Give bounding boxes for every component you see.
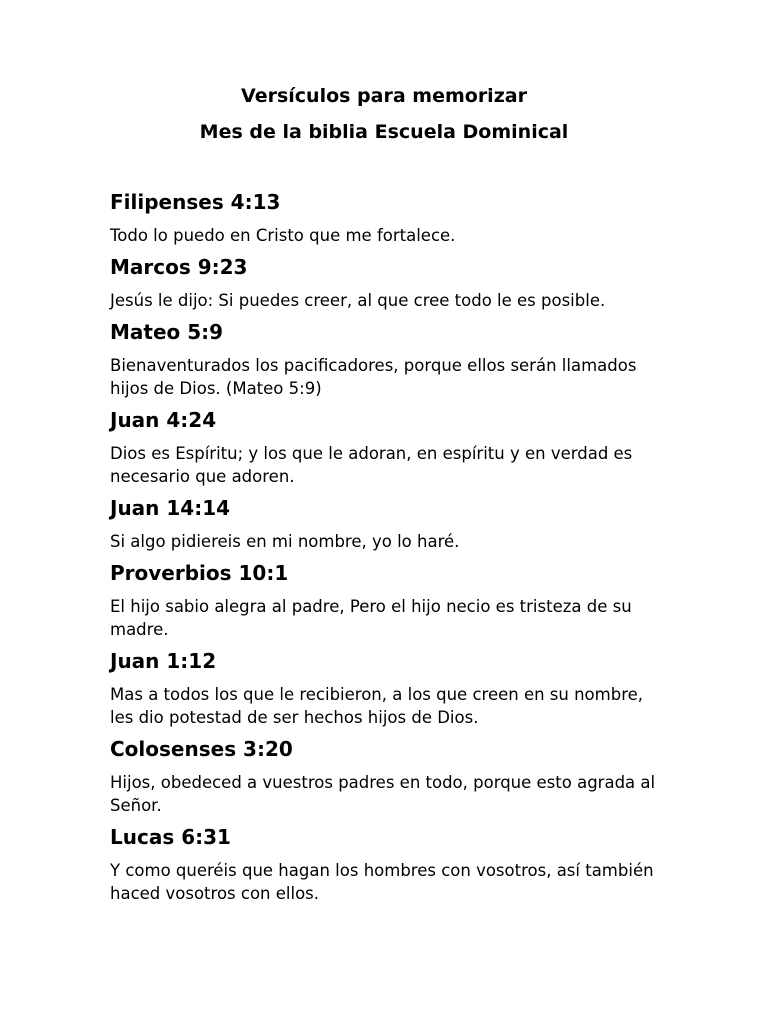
verse-text: Hijos, obedeced a vuestros padres en todo, porque esto agrada al Señor. xyxy=(110,773,656,815)
verse-text: Y como queréis que hagan los hombres con vosotros, así también haced vosotros con ellos. xyxy=(110,861,654,903)
verse-item xyxy=(110,255,658,312)
verse-item xyxy=(110,737,658,817)
verse-reference: Mateo 5:9 xyxy=(110,320,224,344)
document-title: Versículos para memorizar xyxy=(241,85,527,107)
verse-item xyxy=(110,320,658,400)
verse-text: Mas a todos los que le recibieron, a los que creen en su nombre, les dio potestad de ser hechos hijos de Dios. xyxy=(110,685,644,727)
verse-reference: Colosenses 3:20 xyxy=(110,737,293,761)
verse-reference: Juan 1:12 xyxy=(110,649,217,673)
verse-reference: Juan 4:24 xyxy=(110,408,217,432)
verse-reference: Filipenses 4:13 xyxy=(110,190,281,214)
verse-item xyxy=(110,408,658,488)
verse-text: Todo lo puedo en Cristo que me fortalece. xyxy=(110,226,456,245)
document-header xyxy=(110,84,658,144)
verse-text: Si algo pidiereis en mi nombre, yo lo haré. xyxy=(110,532,460,551)
verse-item xyxy=(110,825,658,905)
verse-item xyxy=(110,649,658,729)
verse-text: Jesús le dijo: Si puedes creer, al que cree todo le es posible. xyxy=(110,291,606,310)
verse-text: Dios es Espíritu; y los que le adoran, en espíritu y en verdad es necesario que adoren. xyxy=(110,444,633,486)
verse-text: Bienaventurados los pacificadores, porque ellos serán llamados hijos de Dios. (Mateo 5:9) xyxy=(110,356,637,398)
verse-reference: Marcos 9:23 xyxy=(110,255,248,279)
verse-reference: Proverbios 10:1 xyxy=(110,561,289,585)
verse-item xyxy=(110,496,658,553)
verse-item xyxy=(110,190,658,247)
verse-item xyxy=(110,561,658,641)
verse-reference: Lucas 6:31 xyxy=(110,825,231,849)
verse-text: El hijo sabio alegra al padre, Pero el hijo necio es tristeza de su madre. xyxy=(110,597,632,639)
verse-reference: Juan 14:14 xyxy=(110,496,231,520)
document-subtitle: Mes de la biblia Escuela Dominical xyxy=(199,121,569,143)
